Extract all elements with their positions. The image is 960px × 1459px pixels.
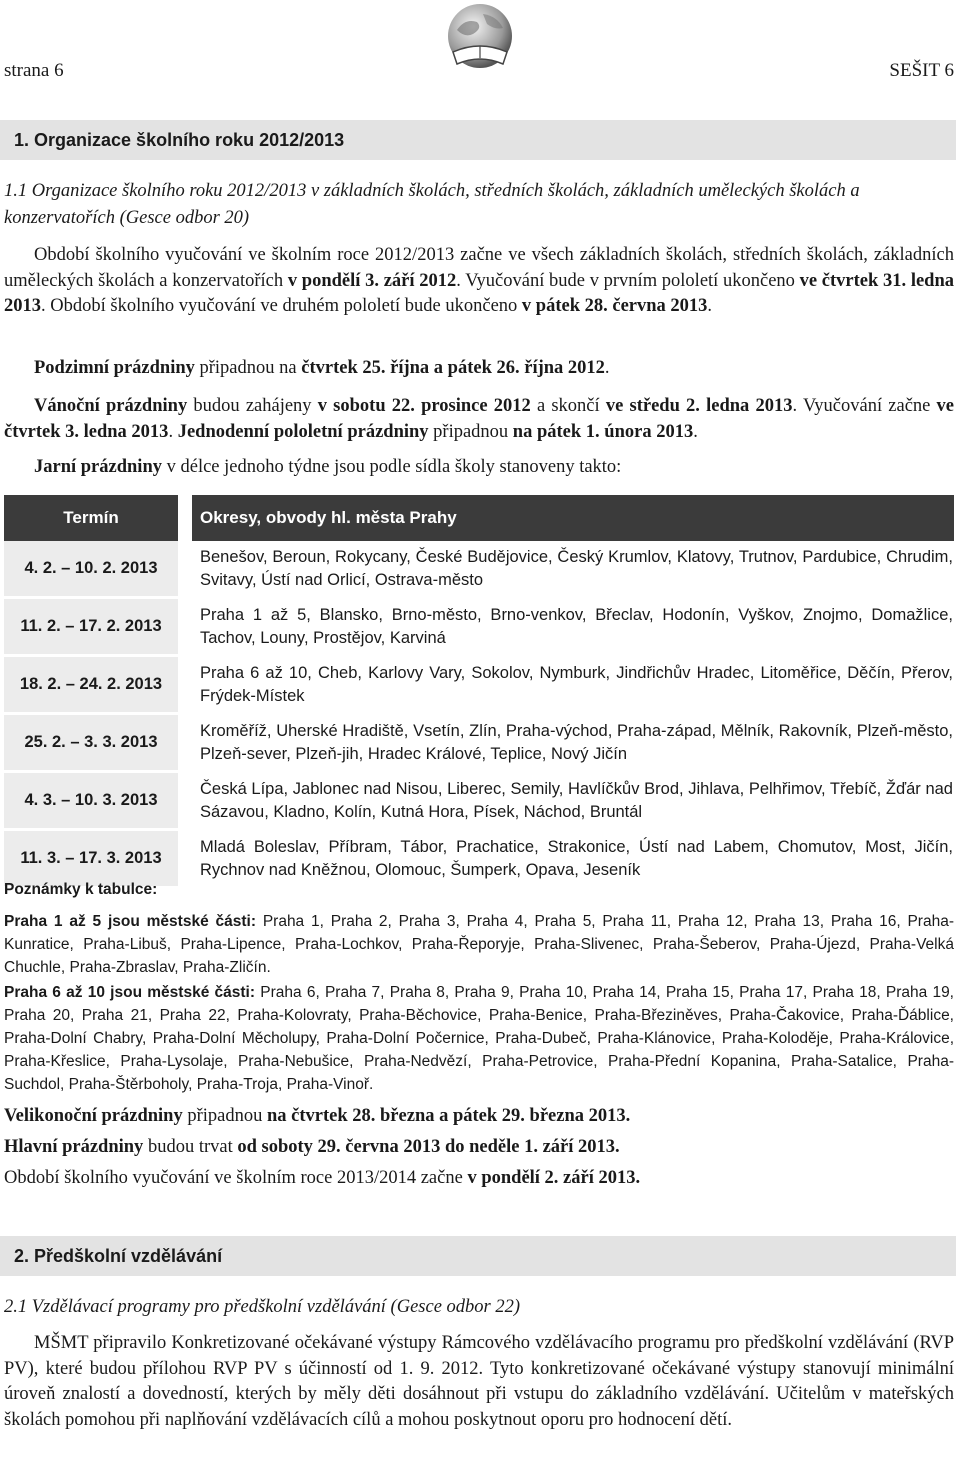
districts-cell: Praha 6 až 10, Cheb, Karlovy Vary, Sokolov, Nymburk, Jindřichův Hradec, Litoměřice, Děčín, Přerov, Frýdek-Místek — [200, 663, 953, 705]
paragraph-autumn-holidays: Podzimní prázdniny připadnou na čtvrtek 25. října a pátek 26. října 2012. — [34, 358, 610, 378]
districts-cell: Česká Lípa, Jablonec nad Nisou, Liberec, Semily, Havlíčkův Brod, Jihlava, Pelhřimov, Třebíč, Žďár nad Sázavou, Kladno, Kolín, Kutná Hora, Písek, Náchod, Bruntál — [200, 779, 953, 821]
paragraph-summer-holidays: Hlavní prázdniny budou trvat od soboty 29. června 2013 do neděle 1. září 2013. — [4, 1137, 620, 1157]
districts-cell: Mladá Boleslav, Příbram, Tábor, Prachatice, Strakonice, Ústí nad Labem, Chomutov, Most, Jičín, Rychnov nad Kněžnou, Olomouc, Šumperk, Opava, Jeseník — [200, 837, 953, 879]
paragraph-easter-holidays: Velikonoční prázdniny připadnou na čtvrtek 28. března a pátek 29. března 2013. — [4, 1106, 631, 1126]
subsection-title-1-1: 1.1 Organizace školního roku 2012/2013 v základních školách, středních školách, základních uměleckých školách a konzervatořích (Gesce odbor 20) — [4, 181, 860, 228]
districts-cell: Praha 1 až 5, Blansko, Brno-město, Brno-venkov, Břeclav, Hodonín, Vyškov, Znojmo, Domažlice, Tachov, Louny, Prostějov, Karviná — [200, 605, 953, 647]
term-cell: 11. 3. – 17. 3. 2013 — [4, 830, 178, 888]
table-row — [4, 772, 954, 830]
term-cell: 11. 2. – 17. 2. 2013 — [4, 598, 178, 656]
table-row — [4, 598, 954, 656]
table-row — [4, 656, 954, 714]
column-header-term: Termín — [4, 495, 178, 541]
term-cell: 18. 2. – 24. 2. 2013 — [4, 656, 178, 714]
term-cell: 4. 3. – 10. 3. 2013 — [4, 772, 178, 830]
term-cell: 4. 2. – 10. 2. 2013 — [4, 541, 178, 598]
section-title-1: 1. Organizace školního roku 2012/2013 — [0, 120, 956, 160]
districts-cell: Benešov, Beroun, Rokycany, České Budějovice, Český Krumlov, Klatovy, Trutnov, Pardubice, Chrudim, Svitavy, Ústí nad Orlicí, Ostrava-město — [200, 548, 953, 590]
spring-holidays-table — [4, 495, 954, 889]
table-row — [4, 714, 954, 772]
districts-cell: Kroměříž, Uherské Hradiště, Vsetín, Zlín, Praha-východ, Praha-západ, Mělník, Rakovník, Plzeň-město, Plzeň-sever, Plzeň-jih, Hradec Králové, Teplice, Nový Jičín — [200, 721, 953, 763]
issue-label: SEŠIT 6 — [889, 60, 954, 81]
table-header-row — [4, 495, 954, 541]
note-praha-1-5: Praha 1 až 5 jsou městské části: Praha 1, Praha 2, Praha 3, Praha 4, Praha 5, Praha 11, Praha 12, Praha 13, Praha 16, Praha-Kunratice, Praha-Libuš, Praha-Lipence, Praha-Lochkov, Praha-Řeporyje, Praha-Slivenec, Praha-Šeberov, Praha-Újezd, Praha-Velká Chuchle, Praha-Zbraslav, Praha-Zličín. — [4, 913, 954, 976]
paragraph-preschool: MŠMT připravilo Konkretizované očekávané výstupy Rámcového vzdělávacího programu pro předškolní vzdělávání (RVP PV), které budou přílohou RVP PV s účinností od 1. 9. 2012. Tyto konkretizované očekávané výstupy stanovují minimální úroveň znalostí a dovedností, kterých by měly děti dosáhnout při vstupu do základního vzdělávání. Učitelům v mateřských školách pomohou při naplňování vzdělávacích cílů a mohou poskytnout oporu pro hodnocení dětí. — [4, 1333, 954, 1430]
paragraph-christmas-holidays: Vánoční prázdniny budou zahájeny v sobotu 22. prosince 2012 a skončí ve středu 2. ledna 2013. Vyučování začne ve čtvrtek 3. ledna 2013. Jednodenní pololetní prázdniny připadnou na pátek 1. února 2013. — [4, 396, 955, 442]
subsection-title-2-1: 2.1 Vzdělávací programy pro předškolní vzdělávání (Gesce odbor 22) — [4, 1297, 521, 1317]
note-praha-6-10: Praha 6 až 10 jsou městské části: Praha 6, Praha 7, Praha 8, Praha 9, Praha 10, Praha 14, Praha 15, Praha 17, Praha 18, Praha 19, Praha 20, Praha 21, Praha 22, Praha-Kolovraty, Praha-Běchovice, Praha-Benice, Praha-Březiněves, Praha-Čakovice, Praha-Ďáblice, Praha-Dolní Chabry, Praha-Dolní Měcholupy, Praha-Dolní Počernice, Praha-Dubeč, Praha-Klánovice, Praha-Koloděje, Praha-Královice, Praha-Křeslice, Praha-Lysolaje, Praha-Nebušice, Praha-Nedvězí, Praha-Petrovice, Praha-Přední Kopanina, Praha-Satalice, Praha-Suchdol, Praha-Štěrboholy, Praha-Troja, Praha-Vinoř. — [4, 984, 954, 1093]
notes-title: Poznámky k tabulce: — [4, 881, 158, 898]
section-title-2: 2. Předškolní vzdělávání — [0, 1236, 956, 1276]
page-number: strana 6 — [4, 60, 64, 81]
term-cell: 25. 2. – 3. 3. 2013 — [4, 714, 178, 772]
table-row — [4, 541, 954, 598]
paragraph-next-school-year: Období školního vyučování ve školním roce 2013/2014 začne v pondělí 2. září 2013. — [4, 1168, 641, 1188]
paragraph-spring-holidays: Jarní prázdniny v délce jednoho týdne jsou podle sídla školy stanoveny takto: — [34, 457, 622, 477]
globe-book-icon — [443, 0, 517, 80]
column-header-districts: Okresy, obvody hl. města Prahy — [192, 495, 954, 541]
paragraph-school-year: Období školního vyučování ve školním roce 2012/2013 začne ve všech základních školách, středních školách, základních uměleckých školách a konzervatořích v pondělí 3. září 2012. Vyučování bude v prvním pololetí ukončeno ve čtvrtek 31. ledna 2013. Období školního vyučování ve druhém pololetí bude ukončeno v pátek 28. června 2013. — [4, 245, 955, 316]
